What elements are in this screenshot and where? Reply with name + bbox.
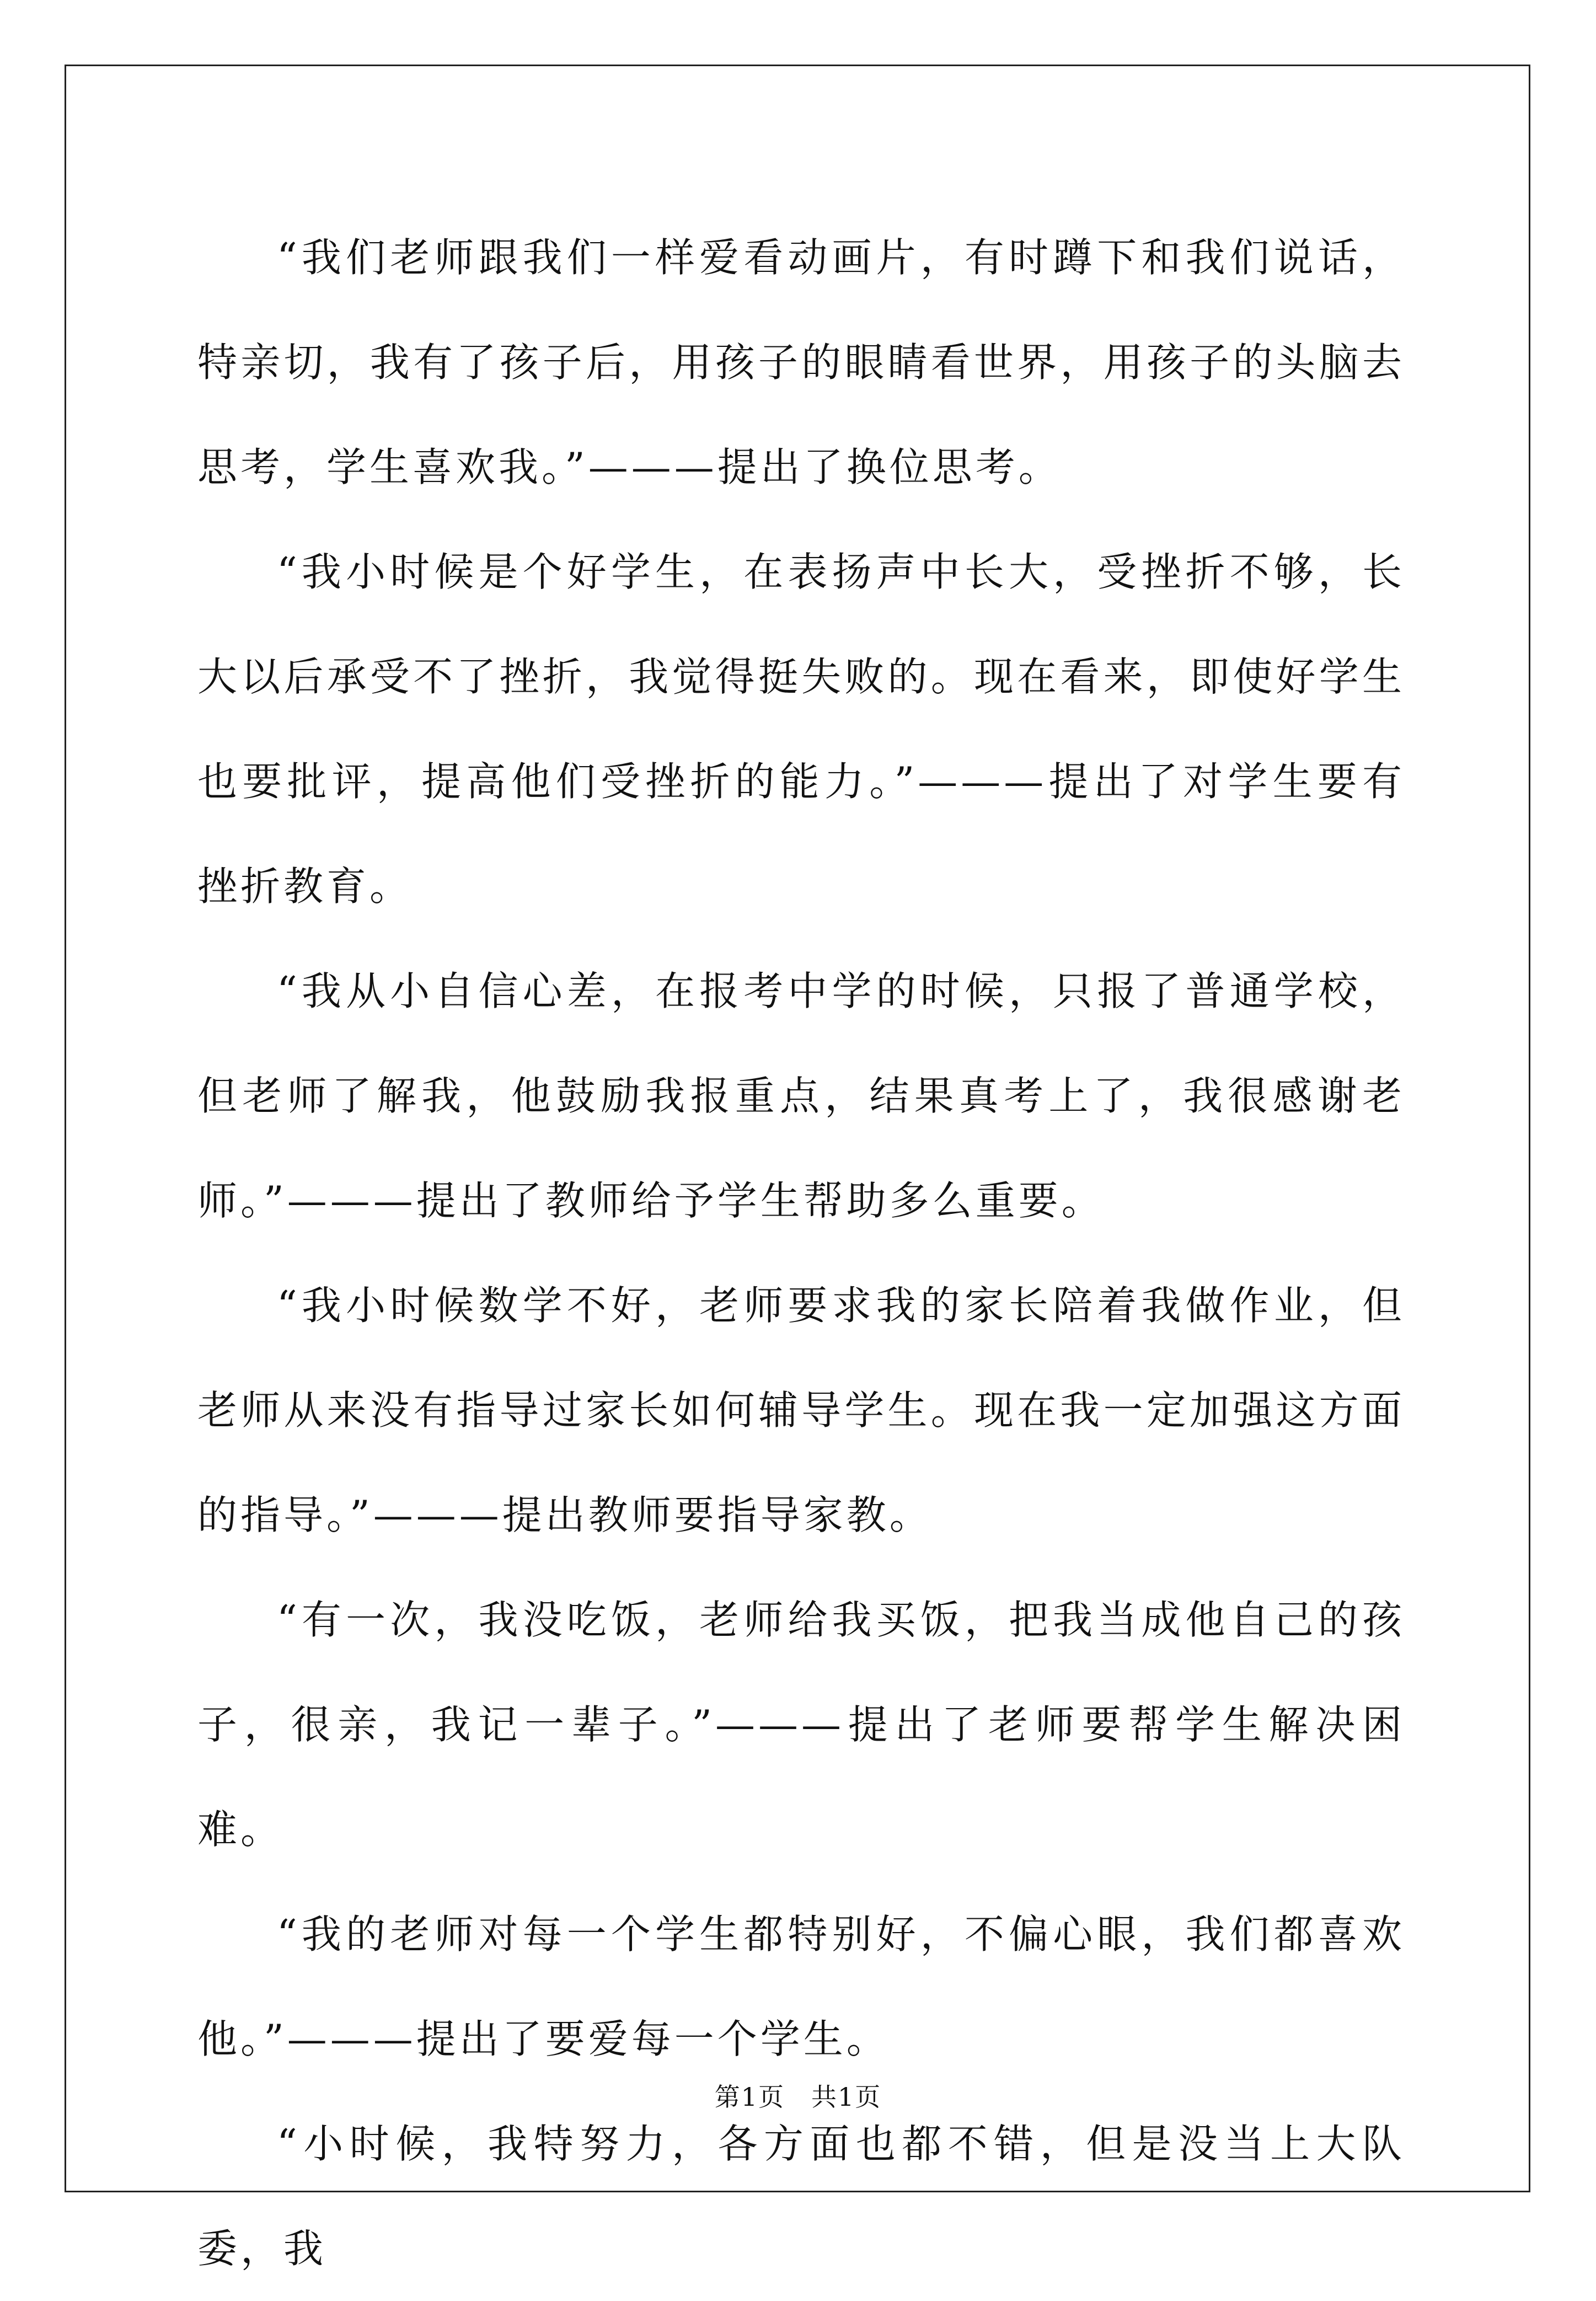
- paragraph-3: “我从小自信心差，在报考中学的时候，只报了普通学校，但老师了解我，他鼓励我报重点，结果真考上了，我很感谢老师。”———提出了教师给予学生帮助多么重要。: [197, 968, 1405, 1224]
- document-body: [197, 205, 1405, 2301]
- page-footer: 第1页 共1页: [714, 2082, 882, 2112]
- paragraph-6: “我的老师对每一个学生都特别好，不偏心眼，我们都喜欢他。”———提出了要爱每一个学生。: [197, 1911, 1405, 2062]
- paragraph-5: “有一次，我没吃饭，老师给我买饭，把我当成他自己的孩子，很亲，我记一辈子。”———提出了老师要帮学生解决困难。: [197, 1597, 1405, 1853]
- paragraph-7: “小时候，我特努力，各方面也都不错，但是没当上大队委，我: [197, 2121, 1405, 2272]
- paragraph-4: “我小时候数学不好，老师要求我的家长陪着我做作业，但老师从来没有指导过家长如何辅导学生。现在我一定加强这方面的指导。”———提出教师要指导家教。: [197, 1282, 1405, 1538]
- paragraph-1: “我们老师跟我们一样爱看动画片，有时蹲下和我们说话，特亲切，我有了孩子后，用孩子的眼睛看世界，用孩子的头脑去思考，学生喜欢我。”———提出了换位思考。: [197, 234, 1405, 490]
- paragraph-2: “我小时候是个好学生，在表扬声中长大，受挫折不够，长大以后承受不了挫折，我觉得挺失败的。现在看来，即使好学生也要批评，提高他们受挫折的能力。”———提出了对学生要有挫折教育。: [197, 549, 1405, 909]
